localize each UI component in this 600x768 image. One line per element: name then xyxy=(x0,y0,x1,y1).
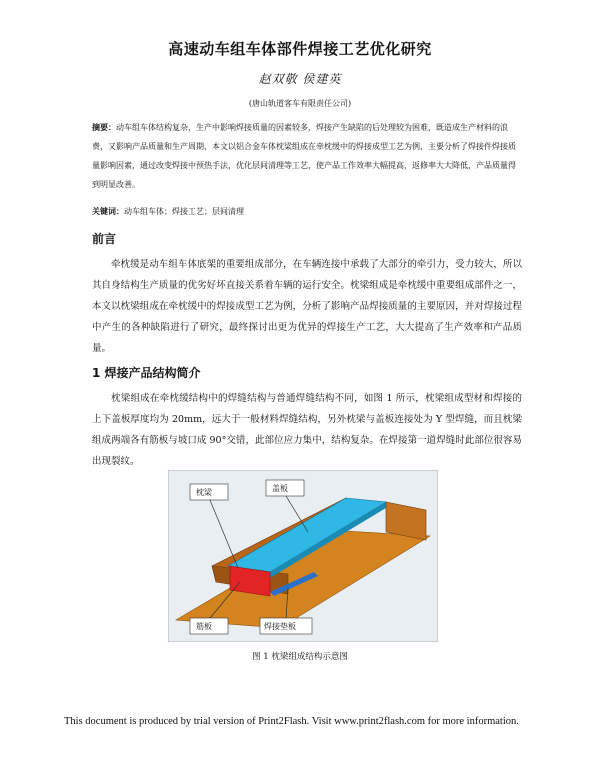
label-beam: 枕梁 xyxy=(196,488,212,497)
section-heading-structure: 1 焊接产品结构简介 xyxy=(92,366,201,380)
label-rib: 筋板 xyxy=(196,622,212,631)
trial-watermark: This document is produced by trial version of Print2Flash. Visit www.print2flash.com for more information. xyxy=(64,716,519,727)
abstract-label: 摘要： xyxy=(92,122,116,132)
paper-title: 高速动车组车体部件焊接工艺优化研究 xyxy=(168,40,432,58)
figure-caption: 图 1 枕梁组成结构示意图 xyxy=(252,652,348,662)
label-cover: 盖板 xyxy=(272,484,288,493)
label-backing: 焊接垫板 xyxy=(264,622,296,631)
keywords xyxy=(92,206,522,217)
preface-paragraph: 牵枕缓是动车组车体底架的重要组成部分，在车辆连接中承载了大部分的牵引力，受力较大，所以其自身结构生产质量的优劣好坏直接关系着车辆的运行安全。枕梁组成是牵枕缓中重要组成部件之一，本文以枕梁组成在牵枕缓中的焊接成型工艺为例，分析了影响产品焊接质量的主要原因，并对焊接过程中产生的各种缺陷进行了研究，最终探讨出更为优异的焊接生产工艺，大大提高了生产效率和产品质量。 xyxy=(92,259,522,354)
section-heading-preface: 前言 xyxy=(92,232,117,246)
abstract-text: 动车组车体结构复杂，生产中影响焊接质量的因素较多，焊接产生缺陷的后处理较为困难，既造成生产材料的浪费，又影响产品质量和生产周期，本文以铝合金车体枕梁组成在牵枕缓中的焊接成型工艺为例，主要分析了焊接件焊接质量影响因素，通过改变焊接中预热手法，优化层间清理等工艺，使产品工作效率大幅提高，返修率大大降低，产品质量得到明显改善。 xyxy=(92,123,516,189)
keywords-text: 动车组车体；焊接工艺；层间清理 xyxy=(124,207,244,216)
abstract xyxy=(92,118,522,194)
paper-authors: 赵双敬 侯建英 xyxy=(258,72,342,86)
keywords-label: 关键词： xyxy=(92,206,124,216)
paper-affiliation: (唐山轨道客车有限责任公司) xyxy=(248,99,352,108)
figure-bolster-assembly xyxy=(168,470,438,642)
structure-paragraph: 枕梁组成在牵枕缓结构中的焊缝结构与普通焊缝结构不同，如图 1 所示，枕梁组成型材和焊接的上下盖板厚度均为 20mm，远大于一般材料焊缝结构，另外枕梁与盖板连接处为 Y 型焊缝，而且枕梁组成两端各有筋板与坡口成 90°交错，此部位应力集中，结构复杂。在焊接第一道焊缝时此部位很容易出现裂纹。 xyxy=(92,393,522,467)
